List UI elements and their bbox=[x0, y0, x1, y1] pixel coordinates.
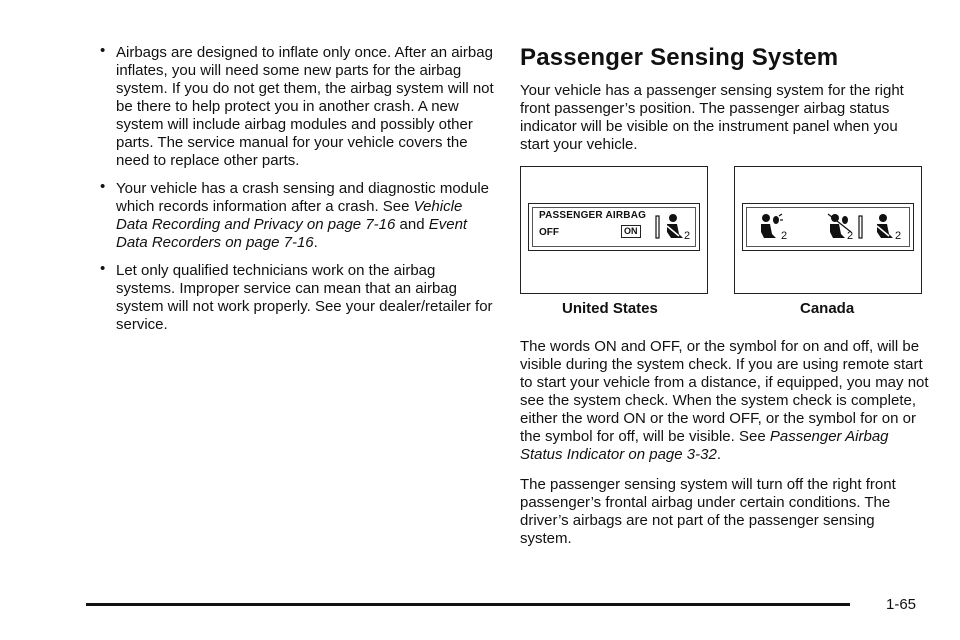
seat-number: 2 bbox=[684, 230, 691, 242]
bullet-text-part: . bbox=[313, 234, 318, 251]
seat-number: 2 bbox=[895, 230, 902, 242]
bullet-text-part: and bbox=[395, 216, 429, 233]
seat-number: 2 bbox=[847, 230, 854, 242]
canada-indicator-figure bbox=[734, 166, 922, 294]
section-title: Passenger Sensing System bbox=[520, 44, 839, 71]
bullet-text bbox=[116, 180, 489, 251]
seatbelt-passenger-icon bbox=[869, 210, 911, 246]
system-check-paragraph bbox=[520, 338, 930, 464]
page-number: 1-65 bbox=[886, 596, 917, 613]
cross-reference-link[interactable]: Vehicle Data Recording and Privacy on page 7-16 bbox=[116, 198, 463, 233]
on-label: ON bbox=[621, 225, 641, 238]
seat-number: 2 bbox=[781, 230, 788, 242]
bullet-text-part: Your vehicle has a crash sensing and diagnostic module which records information after a crash. See bbox=[116, 180, 490, 215]
indicator-figures bbox=[520, 166, 930, 326]
footer-rule bbox=[86, 603, 850, 606]
canada-indicator-panel bbox=[742, 203, 914, 251]
right-column bbox=[520, 44, 930, 560]
cross-reference-link[interactable]: Event Data Recorders on page 7-16 bbox=[116, 216, 468, 251]
intro-paragraph: Your vehicle has a passenger sensing system for the right front passenger’s position. The passenger airbag status indicator will be visible on the instrument panel when you start your vehicle. bbox=[520, 82, 904, 153]
bullet-item-2 bbox=[100, 180, 496, 252]
paragraph-text: The words ON and OFF, or the symbol for on and off, will be visible during the system check. If you are using remote start to start your vehicle from a distance, if equipped, you may not see the system check. When the system check is complete, either the word ON or the word OFF, or the symbol for on or the symbol for off, will be visible. See bbox=[520, 338, 929, 445]
airbag-off-symbol-icon bbox=[823, 210, 873, 246]
us-indicator-figure bbox=[520, 166, 708, 294]
paragraph-text: . bbox=[716, 446, 721, 463]
airbag-on-symbol-icon bbox=[751, 210, 807, 246]
bullet-icon: • bbox=[100, 178, 106, 195]
airbag-conditions-paragraph: The passenger sensing system will turn off the right front passenger’s frontal airbag under certain conditions. The driver’s airbags are not part of the passenger sensing system. bbox=[520, 476, 896, 547]
bullet-item-3 bbox=[100, 262, 496, 334]
bullet-text: Let only qualified technicians work on the airbag systems. Improper service can mean that an airbag system will not work properly. See your dealer/retailer for service. bbox=[116, 262, 493, 333]
seatbelt-passenger-icon bbox=[653, 210, 693, 246]
bullet-icon: • bbox=[100, 42, 106, 59]
canada-figure-caption: Canada bbox=[800, 300, 855, 317]
cross-reference-link[interactable]: Passenger Airbag Status Indicator on page 3-32 bbox=[520, 428, 889, 463]
bullet-text: Airbags are designed to inflate only once. After an airbag inflates, you will need some new parts for the airbag system. If you do not get them, the airbag system will not be there to help protect you in another crash. A new system will include airbag modules and possibly other parts. The service manual for your vehicle covers the need to replace other parts. bbox=[116, 44, 494, 169]
bullet-item-1 bbox=[100, 44, 496, 170]
left-column bbox=[100, 44, 496, 344]
off-label: OFF bbox=[539, 227, 559, 238]
us-figure-caption: United States bbox=[562, 300, 658, 317]
bullet-icon: • bbox=[100, 260, 106, 277]
us-indicator-panel bbox=[528, 203, 700, 251]
passenger-airbag-label: PASSENGER AIRBAG bbox=[539, 210, 647, 221]
